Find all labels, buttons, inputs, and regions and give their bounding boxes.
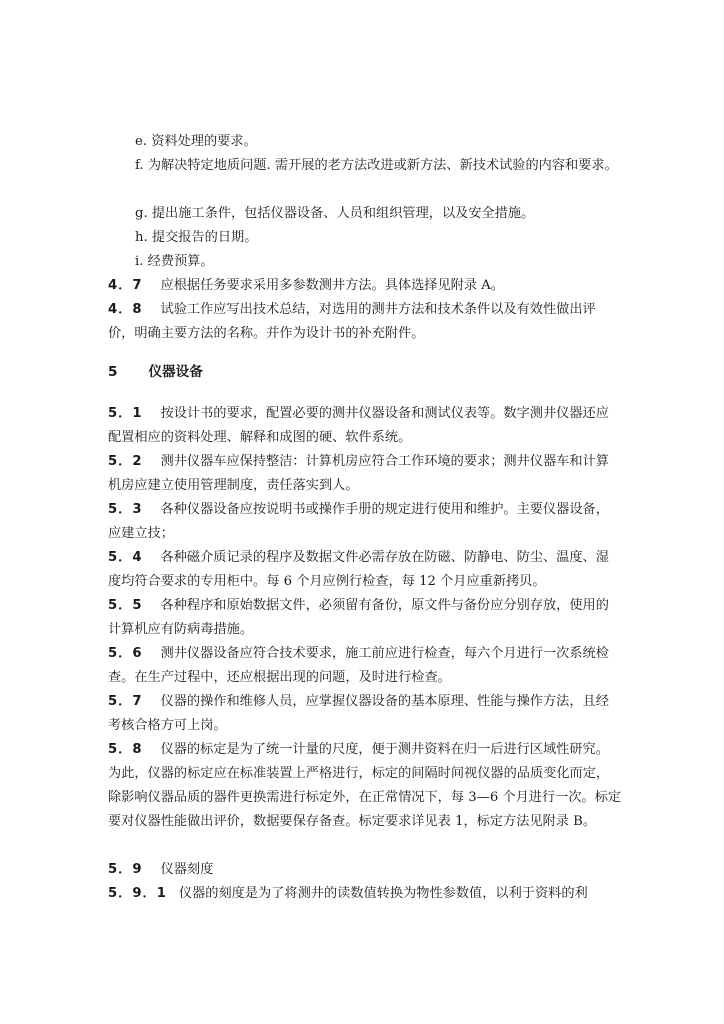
clause-number: 5．5	[108, 598, 143, 613]
list-label: h.	[135, 230, 148, 245]
clause-number: 5．2	[108, 454, 143, 469]
clause-number: 5．8	[108, 742, 143, 757]
clause-5-1	[108, 402, 622, 450]
section-number: 5	[108, 364, 119, 380]
clause-text: 按设计书的要求，配置必要的测井仪器设备和测试仪表等。数字测井仪器还应配置相应的资料处理、解释和成图的硬、软件系统。	[108, 406, 609, 445]
clause-5-9	[108, 858, 622, 882]
clause-text: 各种仪器设备应按说明书或操作手册的规定进行使用和维护。主要仪器设备，应建立技；	[108, 502, 609, 541]
clause-5-5	[108, 594, 622, 642]
list-label: i.	[135, 254, 144, 269]
clause-5-8	[108, 738, 622, 834]
clause-text: 各种程序和原始数据文件，必须留有备份，原文件与备份应分别存放，使用的计算机应有防病毒措施。	[108, 598, 609, 637]
list-item-e	[108, 130, 622, 154]
section-title: 仪器设备	[148, 364, 203, 380]
list-text: 经费预算。	[147, 254, 214, 269]
clause-text: 测井仪器设备应符合技术要求，施工前应进行检查，每六个月进行一次系统检查。在生产过程中，还应根据出现的问题，及时进行检查。	[108, 646, 609, 685]
list-text: 提交报告的日期。	[151, 230, 258, 245]
clause-number: 5．9	[108, 862, 143, 877]
list-item-f	[108, 154, 622, 178]
clause-5-6	[108, 642, 622, 690]
clause-4-7	[108, 274, 622, 298]
clause-5-2	[108, 450, 622, 498]
clause-5-4	[108, 546, 622, 594]
clause-number: 5．1	[108, 406, 143, 421]
section-heading	[108, 360, 203, 380]
clause-text: 仪器刻度	[160, 862, 214, 877]
list-label: e.	[135, 134, 147, 149]
list-item-g	[108, 202, 622, 226]
clause-text: 测井仪器车应保持整洁：计算机房应符合工作环境的要求；测井仪器车和计算机房应建立使用管理制度，责任落实到人。	[108, 454, 609, 493]
clause-text: 试验工作应写出技术总结，对选用的测井方法和技术条件以及有效性做出评价，明确主要方法的名称。并作为设计书的补充附件。	[108, 302, 596, 341]
clause-number: 5．3	[108, 502, 143, 517]
clause-text: 仪器的刻度是为了将测井的读数值转换为物性参数值，以利于资料的利	[178, 886, 588, 901]
list-text: 提出施工条件，包括仪器设备、人员和组织管理，以及安全措施。	[151, 206, 535, 221]
clause-number: 5．7	[108, 694, 143, 709]
list-item-h	[108, 226, 622, 250]
list-text: 资料处理的要求。	[151, 134, 257, 149]
list-label: f.	[135, 158, 144, 173]
clause-number: 4．7	[108, 278, 143, 293]
clause-5-9-1	[108, 882, 622, 906]
clause-5-7	[108, 690, 622, 738]
list-item-i	[108, 250, 622, 274]
clause-text: 应根据任务要求采用多参数测井方法。具体选择见附录 A。	[160, 278, 504, 293]
list-label: g.	[135, 206, 148, 221]
clause-4-8	[108, 298, 622, 346]
clause-text: 各种磁介质记录的程序及数据文件必需存放在防磁、防静电、防尘、温度、湿度均符合要求的专用柜中。每 6 个月应例行检查，每 12 个月应重新拷贝。	[108, 550, 609, 589]
clause-text: 仪器的标定是为了统一计量的尺度，便于测井资料在归一后进行区域性研究。为此，仪器的标定应在标准装置上严格进行，标定的间隔时间视仪器的品质变化而定，除影响仪器品质的器件更换需进行标定外，在正常情况下，每 3—6 个月进行一次。标定要对仪器性能做出评价，数据要保存备查。标定要求详见表 1，标定方法见附录 B。	[108, 742, 622, 829]
clause-number: 4．8	[108, 302, 143, 317]
clause-5-3	[108, 498, 622, 546]
clause-text: 仪器的操作和维修人员，应掌握仪器设备的基本原理、性能与操作方法，且经考核合格方可上岗。	[108, 694, 609, 733]
list-text: 为解决特定地质问题. 需开展的老方法改进或新方法、新技术试验的内容和要求。	[147, 158, 618, 173]
clause-number: 5．6	[108, 646, 143, 661]
clause-number: 5．4	[108, 550, 143, 565]
clause-number: 5．9．1	[108, 886, 167, 901]
